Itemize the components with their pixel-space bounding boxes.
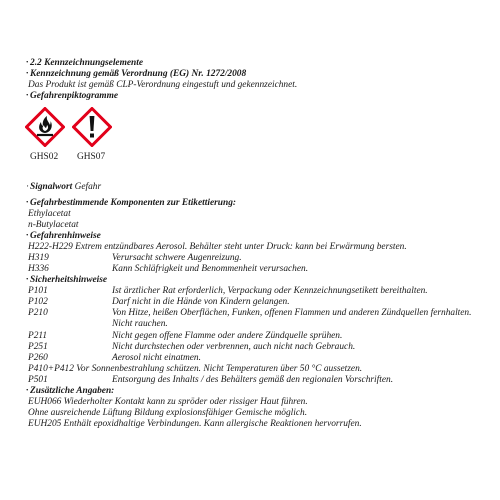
hazard-heading-text: Gefahrenhinweise — [30, 231, 101, 241]
hazard-statement — [28, 253, 242, 264]
hazard-text: Extrem entzündbares Aerosol. Behälter steht unter Druck: kann bei Erwärmung bersten. — [75, 242, 407, 252]
bullet-mark: · — [26, 58, 29, 68]
bullet-mark: · — [26, 69, 29, 79]
precaution-text: Aerosol nicht einatmen. — [112, 353, 201, 363]
precaution-code: P410+P412 — [28, 364, 74, 374]
components-heading-text: Gefahrbestimmende Komponenten zur Etikettierung: — [30, 198, 237, 208]
component-item: n-Butylacetat — [28, 220, 79, 230]
precaution-statement — [28, 286, 428, 297]
pictogram-label-ghs02: GHS02 — [30, 152, 59, 162]
hazard-code: H222-H229 — [28, 242, 73, 252]
precaution-code: P210 — [28, 308, 48, 318]
bullet-mark: · — [26, 91, 29, 101]
hazard-statement — [28, 264, 308, 275]
precaution-code: P501 — [28, 375, 48, 385]
bullet-mark: · — [26, 386, 29, 396]
hazard-statement — [28, 242, 407, 253]
regulation-heading — [26, 69, 246, 80]
exclamation-icon — [72, 107, 112, 147]
precaution-text: Entsorgung des Inhalts / des Behälters gemäß den regionalen Vorschriften. — [112, 375, 394, 385]
bullet-mark: · — [26, 275, 29, 285]
signal-word-line — [26, 182, 101, 193]
precaution-text: Nicht durchstechen oder verbrennen, auch nicht nach Gebrauch. — [112, 342, 356, 352]
pictogram-label-ghs07: GHS07 — [77, 152, 106, 162]
bullet-mark: · — [26, 198, 29, 208]
hazard-text: Kann Schläfrigkeit und Benommenheit verursachen. — [112, 264, 309, 274]
regulation-heading-text: Kennzeichnung gemäß Verordnung (EG) Nr. 1272/2008 — [30, 69, 247, 79]
precaution-statement — [28, 364, 362, 375]
precaution-code: P211 — [28, 331, 48, 341]
section-title — [26, 58, 143, 69]
section-title-text: 2.2 Kennzeichnungselemente — [30, 58, 144, 68]
precaution-heading — [26, 275, 107, 286]
supplementary-heading — [26, 386, 114, 397]
precaution-text: Darf nicht in die Hände von Kindern gelangen. — [112, 297, 290, 307]
precaution-text: Nicht gegen offene Flamme oder andere Zündquelle sprühen. — [112, 331, 343, 341]
hazard-heading — [26, 231, 101, 242]
precaution-statement — [28, 353, 201, 364]
hazard-code: H336 — [28, 264, 49, 274]
pictograms-heading — [26, 91, 118, 102]
supplementary-item: EUH066 Wiederholter Kontakt kann zu spröder oder rissiger Haut führen. — [28, 397, 308, 407]
precaution-statement — [28, 331, 342, 342]
precaution-heading-text: Sicherheitshinweise — [30, 275, 108, 285]
supplementary-item: EUH205 Enthält epoxidhaltige Verbindungen. Kann allergische Reaktionen hervorrufen. — [28, 419, 362, 429]
precaution-statement — [28, 297, 290, 308]
precaution-continuation — [112, 319, 168, 330]
bullet-mark: · — [26, 231, 29, 241]
precaution-code: P102 — [28, 297, 48, 307]
components-heading — [26, 198, 236, 209]
supplementary-item: Ohne ausreichende Lüftung Bildung explosionsfähiger Gemische möglich. — [28, 408, 308, 418]
component-item: Ethylacetat — [28, 209, 71, 219]
bullet-mark: · — [26, 182, 30, 192]
precaution-text: Nicht rauchen. — [112, 319, 168, 329]
hazard-code: H319 — [28, 253, 49, 263]
flame-icon — [25, 107, 65, 147]
precaution-code: P251 — [28, 342, 48, 352]
precaution-code: P101 — [28, 286, 48, 296]
pictograms-heading-text: Gefahrenpiktogramme — [30, 91, 119, 101]
precaution-statement — [28, 342, 355, 353]
precaution-code: P260 — [28, 353, 48, 363]
precaution-statement — [28, 375, 393, 386]
precaution-text: Vor Sonnenbestrahlung schützen. Nicht Temperaturen über 50 °C aussetzen. — [76, 364, 363, 374]
regulation-note: Das Produkt ist gemäß CLP-Verordnung eingestuft und gekennzeichnet. — [28, 80, 298, 90]
precaution-text: Von Hitze, heißen Oberflächen, Funken, offenen Flammen und anderen Zündquellen fernhalten. — [112, 308, 472, 318]
precaution-statement — [28, 308, 471, 319]
precaution-text: Ist ärztlicher Rat erforderlich, Verpackung oder Kennzeichnungsetikett bereithalten. — [112, 286, 428, 296]
supplementary-heading-text: Zusätzliche Angaben: — [30, 386, 115, 396]
signal-word-label: Signalwort — [30, 182, 73, 192]
signal-word-value: Gefahr — [74, 182, 102, 192]
hazard-text: Verursacht schwere Augenreizung. — [112, 253, 242, 263]
